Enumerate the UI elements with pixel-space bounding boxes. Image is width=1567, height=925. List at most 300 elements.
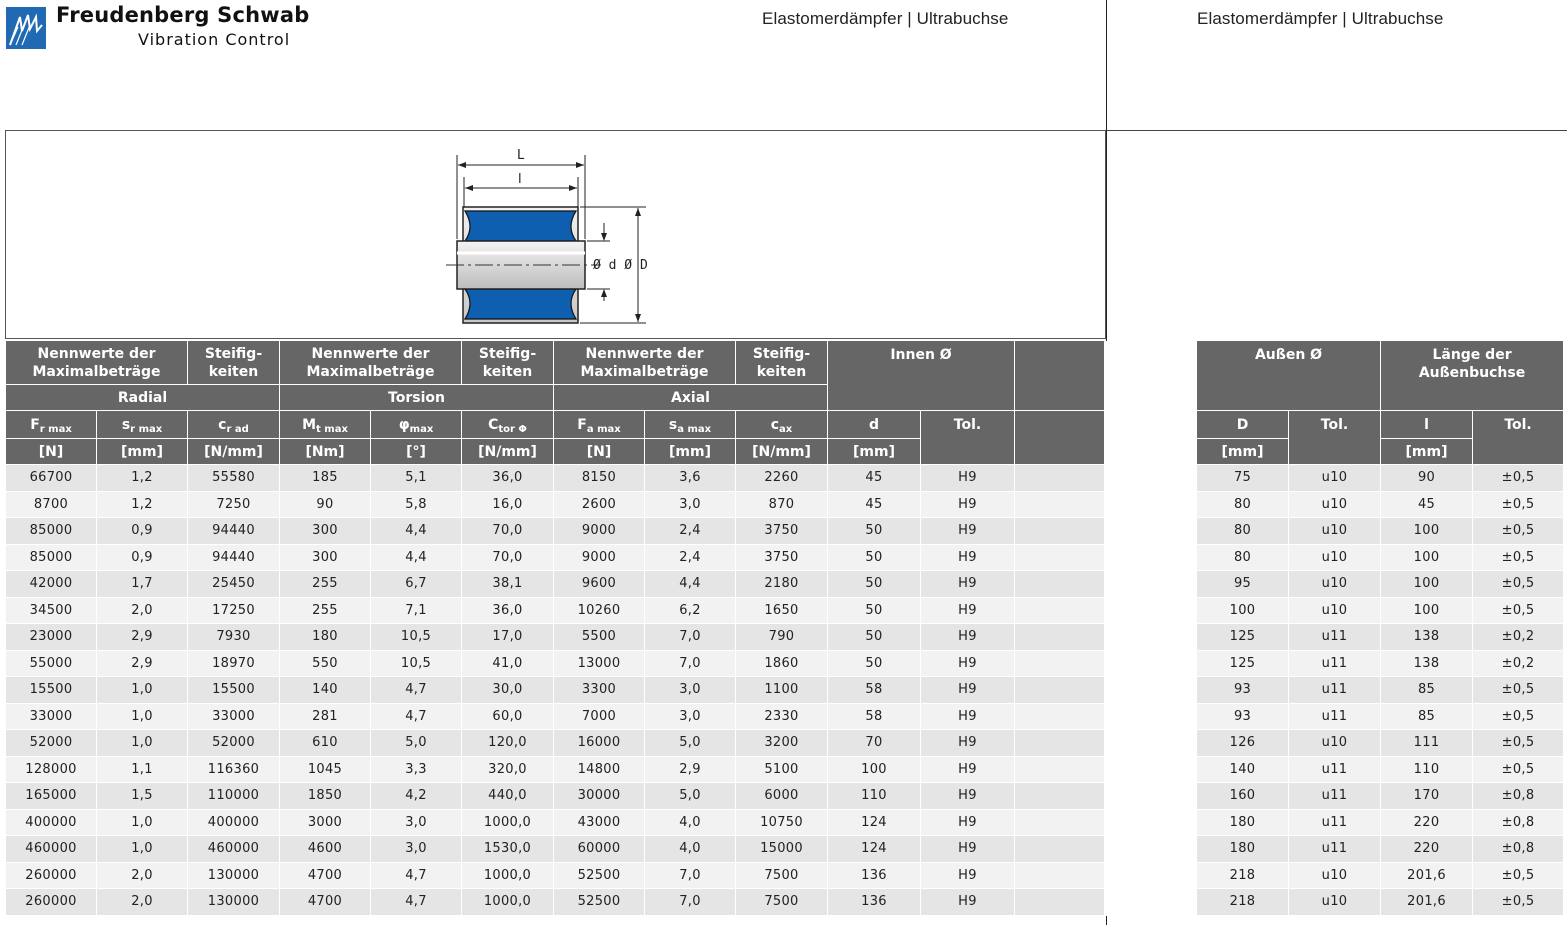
table-cell: 9000 bbox=[554, 518, 645, 545]
rubber-element-bottom bbox=[465, 289, 576, 319]
table-cell: 34500 bbox=[6, 598, 97, 625]
table-cell-gap bbox=[1015, 783, 1105, 810]
table-cell: 2,9 bbox=[97, 651, 188, 678]
table-cell: 180 bbox=[1197, 810, 1289, 837]
table-cell: 124 bbox=[828, 836, 921, 863]
table-cell: ±0,8 bbox=[1473, 810, 1564, 837]
table-cell: 160 bbox=[1197, 783, 1289, 810]
table-cell: 110 bbox=[1381, 757, 1473, 784]
table-cell: 10750 bbox=[736, 810, 828, 837]
table-cell-gap bbox=[1015, 518, 1105, 545]
header-steifig-axial: Steifig- keiten bbox=[736, 341, 828, 385]
table-cell: u10 bbox=[1289, 545, 1381, 572]
col-tol-D: Tol. bbox=[1289, 411, 1381, 465]
header-radial: Radial bbox=[6, 385, 280, 411]
table-cell: 300 bbox=[280, 545, 371, 572]
table-cell: 100 bbox=[828, 757, 921, 784]
table-cell: 1000,0 bbox=[462, 889, 554, 916]
table-cell: 52500 bbox=[554, 889, 645, 916]
header-nennwerte-axial: Nennwerte der Maximalbeträge bbox=[554, 341, 736, 385]
unit-l: [mm] bbox=[1381, 439, 1473, 465]
table-cell-blank bbox=[1105, 863, 1197, 890]
table-cell: 7,0 bbox=[645, 624, 736, 651]
table-cell: 180 bbox=[280, 624, 371, 651]
table-cell: 4,7 bbox=[371, 889, 462, 916]
table-cell: 2,0 bbox=[97, 598, 188, 625]
table-cell: 70 bbox=[828, 730, 921, 757]
unit-phi-max: [°] bbox=[371, 439, 462, 465]
table-cell: 120,0 bbox=[462, 730, 554, 757]
unit-d: [mm] bbox=[828, 439, 921, 465]
table-cell: 3,3 bbox=[371, 757, 462, 784]
table-cell: H9 bbox=[921, 598, 1015, 625]
table-cell: 6,2 bbox=[645, 598, 736, 625]
col-fa-max: $F_{a max}$ bbox=[554, 411, 645, 439]
table-cell: 43000 bbox=[554, 810, 645, 837]
table-cell: 2330 bbox=[736, 704, 828, 731]
col-mt-max: $M_{t max}$ bbox=[280, 411, 371, 439]
table-cell: u11 bbox=[1289, 757, 1381, 784]
table-cell: 440,0 bbox=[462, 783, 554, 810]
header-innen: Innen Ø bbox=[828, 341, 1015, 411]
table-cell: 100 bbox=[1381, 518, 1473, 545]
table-cell-blank bbox=[1105, 757, 1197, 784]
table-cell: 4,4 bbox=[371, 518, 462, 545]
unit-mt-max: [Nm] bbox=[280, 439, 371, 465]
table-cell: 124 bbox=[828, 810, 921, 837]
table-cell: H9 bbox=[921, 757, 1015, 784]
table-cell: 55000 bbox=[6, 651, 97, 678]
table-cell: 45 bbox=[1381, 492, 1473, 519]
table-cell: 5,0 bbox=[371, 730, 462, 757]
table-cell-gap bbox=[1015, 624, 1105, 651]
table-cell: 4,0 bbox=[645, 836, 736, 863]
unit-sr-max: [mm] bbox=[97, 439, 188, 465]
col-ctor: $C_{tor \Phi}$ bbox=[462, 411, 554, 439]
table-cell: 3,0 bbox=[371, 810, 462, 837]
table-cell-gap bbox=[1015, 677, 1105, 704]
table-cell: 1,0 bbox=[97, 730, 188, 757]
table-cell: 320,0 bbox=[462, 757, 554, 784]
table-cell: 3300 bbox=[554, 677, 645, 704]
table-cell: 300 bbox=[280, 518, 371, 545]
table-cell: 5,1 bbox=[371, 465, 462, 492]
table-cell: 15500 bbox=[6, 677, 97, 704]
table-cell-blank bbox=[1105, 730, 1197, 757]
table-cell: 1045 bbox=[280, 757, 371, 784]
page-divider-horizontal bbox=[1107, 130, 1567, 131]
table-cell: ±0,5 bbox=[1473, 889, 1564, 916]
table-cell: 1,2 bbox=[97, 465, 188, 492]
table-cell: ±0,5 bbox=[1473, 545, 1564, 572]
table-cell: 93 bbox=[1197, 677, 1289, 704]
header-nennwerte-radial: Nennwerte der Maximalbeträge bbox=[6, 341, 188, 385]
table-cell: 110 bbox=[828, 783, 921, 810]
table-cell: 460000 bbox=[6, 836, 97, 863]
table-cell: 111 bbox=[1381, 730, 1473, 757]
header-gap bbox=[1015, 341, 1105, 411]
table-cell-blank bbox=[1105, 571, 1197, 598]
table-cell: 100 bbox=[1197, 598, 1289, 625]
table-cell: u10 bbox=[1289, 518, 1381, 545]
table-cell: 94440 bbox=[188, 545, 280, 572]
table-cell: 125 bbox=[1197, 624, 1289, 651]
table-cell-gap bbox=[1015, 598, 1105, 625]
table-cell-gap bbox=[1015, 889, 1105, 916]
table-row bbox=[6, 757, 1567, 784]
table-cell: 3200 bbox=[736, 730, 828, 757]
table-cell: 126 bbox=[1197, 730, 1289, 757]
table-cell-blank bbox=[1105, 836, 1197, 863]
col-sr-max: $s_{r max}$ bbox=[97, 411, 188, 439]
table-cell: ±0,8 bbox=[1473, 783, 1564, 810]
table-cell: 4700 bbox=[280, 889, 371, 916]
table-cell: 3,0 bbox=[371, 836, 462, 863]
col-fr-max: $F_{r max}$ bbox=[6, 411, 97, 439]
table-cell: 3750 bbox=[736, 545, 828, 572]
table-cell: H9 bbox=[921, 545, 1015, 572]
table-cell: u10 bbox=[1289, 863, 1381, 890]
table-cell: 1000,0 bbox=[462, 863, 554, 890]
table-cell: 2,0 bbox=[97, 889, 188, 916]
brand-block bbox=[56, 5, 309, 48]
table-cell: u11 bbox=[1289, 704, 1381, 731]
table-cell: 4,2 bbox=[371, 783, 462, 810]
table-cell: 7930 bbox=[188, 624, 280, 651]
table-cell: 1650 bbox=[736, 598, 828, 625]
table-cell: 138 bbox=[1381, 624, 1473, 651]
label-diameters: Ø d Ø D bbox=[593, 258, 648, 273]
header-aussen: Außen Ø bbox=[1197, 341, 1381, 411]
table-cell: 3000 bbox=[280, 810, 371, 837]
table-cell: 2,9 bbox=[645, 757, 736, 784]
table-cell: H9 bbox=[921, 518, 1015, 545]
table-cell: H9 bbox=[921, 810, 1015, 837]
table-cell: 5100 bbox=[736, 757, 828, 784]
table-cell: 180 bbox=[1197, 836, 1289, 863]
table-row bbox=[6, 518, 1567, 545]
table-cell: 70,0 bbox=[462, 545, 554, 572]
table-cell: 125 bbox=[1197, 651, 1289, 678]
table-cell: 7,0 bbox=[645, 889, 736, 916]
table-cell: 58 bbox=[828, 677, 921, 704]
col-tol-d: Tol. bbox=[921, 411, 1015, 465]
table-cell: 281 bbox=[280, 704, 371, 731]
table-cell: 220 bbox=[1381, 810, 1473, 837]
spec-table-body bbox=[6, 465, 1567, 916]
table-cell: 15500 bbox=[188, 677, 280, 704]
header-steifig-radial: Steifig- keiten bbox=[188, 341, 280, 385]
label-L: L bbox=[517, 148, 525, 163]
col-D: D bbox=[1197, 411, 1289, 439]
table-cell: 3,0 bbox=[645, 677, 736, 704]
table-cell: u11 bbox=[1289, 836, 1381, 863]
table-cell: ±0,5 bbox=[1473, 730, 1564, 757]
table-cell: 1850 bbox=[280, 783, 371, 810]
table-row bbox=[6, 677, 1567, 704]
table-cell-gap bbox=[1015, 465, 1105, 492]
table-cell-gap bbox=[1015, 651, 1105, 678]
unit-fa-max: [N] bbox=[554, 439, 645, 465]
table-cell: H9 bbox=[921, 651, 1015, 678]
table-cell: 130000 bbox=[188, 863, 280, 890]
table-cell: 550 bbox=[280, 651, 371, 678]
table-cell: u10 bbox=[1289, 571, 1381, 598]
table-cell: 400000 bbox=[188, 810, 280, 837]
table-cell: 1860 bbox=[736, 651, 828, 678]
table-cell: ±0,5 bbox=[1473, 492, 1564, 519]
table-row bbox=[6, 730, 1567, 757]
table-cell-blank bbox=[1105, 545, 1197, 572]
table-cell: 5500 bbox=[554, 624, 645, 651]
table-cell: 100 bbox=[1381, 598, 1473, 625]
table-cell-blank bbox=[1105, 465, 1197, 492]
table-cell: 1000,0 bbox=[462, 810, 554, 837]
table-cell: u10 bbox=[1289, 598, 1381, 625]
col-l: l bbox=[1381, 411, 1473, 439]
table-cell: 33000 bbox=[6, 704, 97, 731]
table-cell: 85 bbox=[1381, 704, 1473, 731]
table-cell-blank bbox=[1105, 598, 1197, 625]
table-cell: 90 bbox=[280, 492, 371, 519]
table-cell: ±0,2 bbox=[1473, 651, 1564, 678]
table-cell: H9 bbox=[921, 571, 1015, 598]
table-cell: 41,0 bbox=[462, 651, 554, 678]
table-cell: 58 bbox=[828, 704, 921, 731]
table-cell-blank bbox=[1105, 677, 1197, 704]
table-cell: 2,4 bbox=[645, 545, 736, 572]
table-cell: ±0,8 bbox=[1473, 836, 1564, 863]
table-cell-gap bbox=[1015, 757, 1105, 784]
table-cell-blank bbox=[1105, 518, 1197, 545]
unit-cr-ad: [N/mm] bbox=[188, 439, 280, 465]
table-cell: H9 bbox=[921, 889, 1015, 916]
table-cell: 0,9 bbox=[97, 545, 188, 572]
table-cell: 460000 bbox=[188, 836, 280, 863]
table-cell: 70,0 bbox=[462, 518, 554, 545]
table-cell: u10 bbox=[1289, 889, 1381, 916]
table-cell: 55580 bbox=[188, 465, 280, 492]
table-row bbox=[6, 836, 1567, 863]
table-cell: 80 bbox=[1197, 492, 1289, 519]
table-cell: u11 bbox=[1289, 651, 1381, 678]
col-cr-ad: $c_{r ad}$ bbox=[188, 411, 280, 439]
table-cell: 201,6 bbox=[1381, 863, 1473, 890]
table-cell-gap bbox=[1015, 810, 1105, 837]
table-cell: 52000 bbox=[188, 730, 280, 757]
table-cell: 50 bbox=[828, 651, 921, 678]
table-cell: 7,0 bbox=[645, 863, 736, 890]
col-sa-max: $s_{a max}$ bbox=[645, 411, 736, 439]
table-row bbox=[6, 863, 1567, 890]
table-cell: 610 bbox=[280, 730, 371, 757]
table-cell-gap bbox=[1015, 836, 1105, 863]
table-cell: 4600 bbox=[280, 836, 371, 863]
table-cell: 1,0 bbox=[97, 836, 188, 863]
table-cell: 85000 bbox=[6, 545, 97, 572]
table-cell: 4700 bbox=[280, 863, 371, 890]
table-row bbox=[6, 704, 1567, 731]
table-row bbox=[6, 651, 1567, 678]
table-cell: 14800 bbox=[554, 757, 645, 784]
table-cell-blank bbox=[1105, 810, 1197, 837]
table-cell: 140 bbox=[280, 677, 371, 704]
table-cell: 870 bbox=[736, 492, 828, 519]
table-cell: 23000 bbox=[6, 624, 97, 651]
table-cell: 33000 bbox=[188, 704, 280, 731]
unit-sa-max: [mm] bbox=[645, 439, 736, 465]
table-cell: 75 bbox=[1197, 465, 1289, 492]
table-cell: 110000 bbox=[188, 783, 280, 810]
table-cell: 1,2 bbox=[97, 492, 188, 519]
table-cell: 4,7 bbox=[371, 704, 462, 731]
table-cell-gap bbox=[1015, 863, 1105, 890]
table-cell: 130000 bbox=[188, 889, 280, 916]
table-cell: 790 bbox=[736, 624, 828, 651]
table-cell: 50 bbox=[828, 518, 921, 545]
table-cell: 3750 bbox=[736, 518, 828, 545]
table-cell: H9 bbox=[921, 836, 1015, 863]
table-cell: ±0,5 bbox=[1473, 571, 1564, 598]
bushing-drawing bbox=[6, 131, 1107, 340]
table-cell: 38,1 bbox=[462, 571, 554, 598]
table-cell: 42000 bbox=[6, 571, 97, 598]
table-cell: 8700 bbox=[6, 492, 97, 519]
table-cell: 94440 bbox=[188, 518, 280, 545]
table-cell: 9600 bbox=[554, 571, 645, 598]
rubber-element-top bbox=[465, 211, 576, 241]
col-d: d bbox=[828, 411, 921, 439]
table-cell: 0,9 bbox=[97, 518, 188, 545]
company-logo-icon bbox=[6, 7, 46, 49]
table-cell: 50 bbox=[828, 598, 921, 625]
table-cell: H9 bbox=[921, 624, 1015, 651]
table-cell: 116360 bbox=[188, 757, 280, 784]
table-cell: u11 bbox=[1289, 624, 1381, 651]
table-cell: 50 bbox=[828, 624, 921, 651]
table-cell-gap bbox=[1015, 571, 1105, 598]
table-cell: 138 bbox=[1381, 651, 1473, 678]
table-cell: 7000 bbox=[554, 704, 645, 731]
table-cell: 400000 bbox=[6, 810, 97, 837]
table-cell: 93 bbox=[1197, 704, 1289, 731]
col-gap bbox=[1015, 411, 1105, 465]
table-cell: H9 bbox=[921, 492, 1015, 519]
table-cell: 10260 bbox=[554, 598, 645, 625]
table-row bbox=[6, 465, 1567, 492]
col-tol-l: Tol. bbox=[1473, 411, 1564, 465]
table-cell-gap bbox=[1015, 492, 1105, 519]
col-cax: $c_{ax}$ bbox=[736, 411, 828, 439]
table-cell: ±0,5 bbox=[1473, 465, 1564, 492]
header-laenge: Länge der Außenbuchse bbox=[1381, 341, 1564, 411]
table-cell: H9 bbox=[921, 783, 1015, 810]
table-cell: 2260 bbox=[736, 465, 828, 492]
header-steifig-torsion: Steifig- keiten bbox=[462, 341, 554, 385]
table-cell: 95 bbox=[1197, 571, 1289, 598]
brand-name: Freudenberg Schwab bbox=[56, 3, 310, 27]
table-cell: 260000 bbox=[6, 863, 97, 890]
table-cell: 45 bbox=[828, 492, 921, 519]
table-cell: 2,4 bbox=[645, 518, 736, 545]
table-cell: 2600 bbox=[554, 492, 645, 519]
table-cell: 10,5 bbox=[371, 624, 462, 651]
table-cell: ±0,5 bbox=[1473, 704, 1564, 731]
table-cell: 90 bbox=[1381, 465, 1473, 492]
table-cell: u11 bbox=[1289, 810, 1381, 837]
table-cell: 185 bbox=[280, 465, 371, 492]
table-cell: 9000 bbox=[554, 545, 645, 572]
table-cell: 1,0 bbox=[97, 704, 188, 731]
table-row bbox=[6, 571, 1567, 598]
table-cell: 6000 bbox=[736, 783, 828, 810]
table-cell: ±0,5 bbox=[1473, 677, 1564, 704]
table-cell: ±0,5 bbox=[1473, 598, 1564, 625]
label-l: l bbox=[518, 172, 522, 187]
table-cell: u10 bbox=[1289, 730, 1381, 757]
table-cell: 30,0 bbox=[462, 677, 554, 704]
table-cell: 218 bbox=[1197, 863, 1289, 890]
table-cell: ±0,5 bbox=[1473, 757, 1564, 784]
table-row bbox=[6, 810, 1567, 837]
table-cell: 50 bbox=[828, 545, 921, 572]
table-row bbox=[6, 783, 1567, 810]
table-cell: 7,0 bbox=[645, 651, 736, 678]
table-cell: 7,1 bbox=[371, 598, 462, 625]
table-cell: 15000 bbox=[736, 836, 828, 863]
table-cell: 4,7 bbox=[371, 677, 462, 704]
spec-table bbox=[6, 341, 1567, 916]
table-cell: 2,9 bbox=[97, 624, 188, 651]
table-cell: 2,0 bbox=[97, 863, 188, 890]
table-cell: 255 bbox=[280, 571, 371, 598]
table-cell-blank bbox=[1105, 651, 1197, 678]
table-cell: 4,4 bbox=[645, 571, 736, 598]
table-cell: 25450 bbox=[188, 571, 280, 598]
table-cell: 60000 bbox=[554, 836, 645, 863]
table-cell: 30000 bbox=[554, 783, 645, 810]
table-cell: 5,0 bbox=[645, 730, 736, 757]
table-cell-blank bbox=[1105, 783, 1197, 810]
unit-D: [mm] bbox=[1197, 439, 1289, 465]
table-cell-blank bbox=[1105, 704, 1197, 731]
col-phi-max: $\varphi_{max}$ bbox=[371, 411, 462, 439]
table-cell: 6,7 bbox=[371, 571, 462, 598]
table-cell: 1530,0 bbox=[462, 836, 554, 863]
table-cell: 52000 bbox=[6, 730, 97, 757]
header-axial: Axial bbox=[554, 385, 828, 411]
table-cell-blank bbox=[1105, 889, 1197, 916]
table-cell: 136 bbox=[828, 889, 921, 916]
table-row bbox=[6, 598, 1567, 625]
table-cell: 100 bbox=[1381, 571, 1473, 598]
table-cell: 1,0 bbox=[97, 810, 188, 837]
table-cell: 17,0 bbox=[462, 624, 554, 651]
table-cell: H9 bbox=[921, 730, 1015, 757]
table-cell: 136 bbox=[828, 863, 921, 890]
table-cell: 201,6 bbox=[1381, 889, 1473, 916]
table-row bbox=[6, 889, 1567, 916]
table-cell: 218 bbox=[1197, 889, 1289, 916]
table-cell: 36,0 bbox=[462, 598, 554, 625]
table-cell: 10,5 bbox=[371, 651, 462, 678]
table-cell: 3,0 bbox=[645, 492, 736, 519]
table-cell: 1100 bbox=[736, 677, 828, 704]
table-cell-gap bbox=[1015, 545, 1105, 572]
table-cell: 1,0 bbox=[97, 677, 188, 704]
table-cell: 16,0 bbox=[462, 492, 554, 519]
table-cell: 85 bbox=[1381, 677, 1473, 704]
